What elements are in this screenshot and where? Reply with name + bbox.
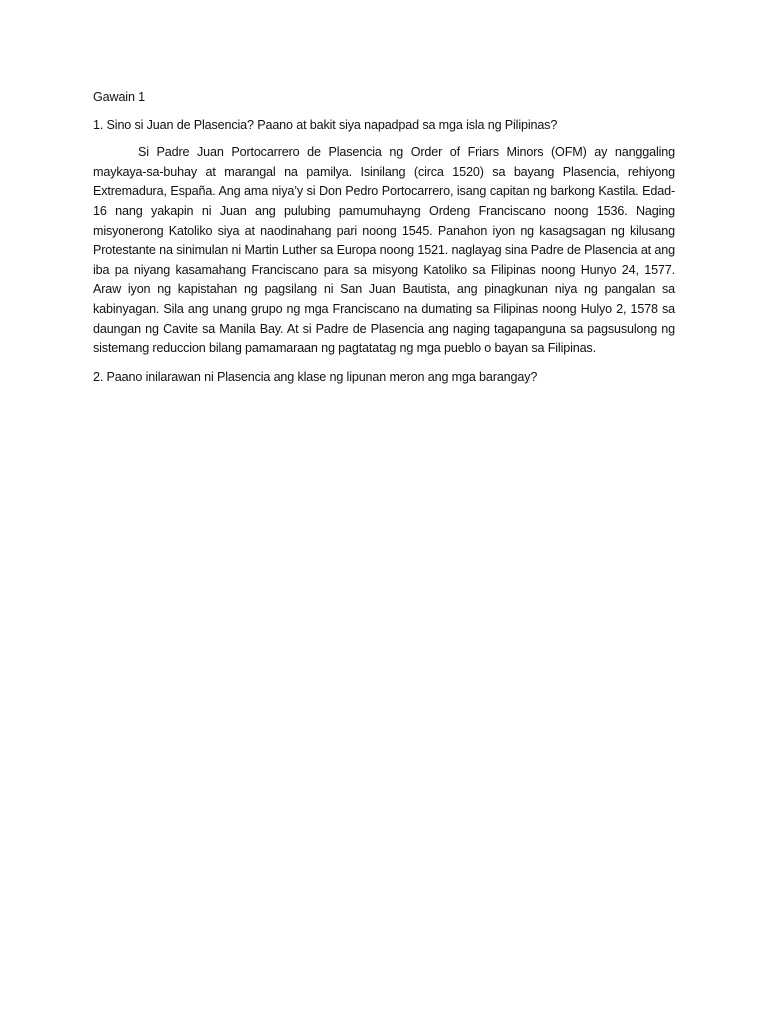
question-2: 2. Paano inilarawan ni Plasencia ang klase ng lipunan meron ang mga barangay?	[93, 369, 538, 384]
document-heading: Gawain 1	[93, 90, 146, 104]
document-body	[93, 88, 675, 395]
question-1: 1. Sino si Juan de Plasencia? Paano at bakit siya napadpad sa mga isla ng Pilipinas?	[93, 117, 558, 132]
answer-1-paragraph: Si Padre Juan Portocarrero de Plasencia ng Order of Friars Minors (OFM) ay nanggaling maykaya-sa-buhay at marangal na pamilya. Isinilang (circa 1520) sa bayang Plasencia, rehiyong Extremadura, España. Ang ama niya’y si Don Pedro Portocarrero, isang capitan ng barkong Kastila. Edad-16 nang yakapin ni Juan ang pulubing pamumuhayng Ordeng Franciscano noong 1536. Naging misyonerong Katoliko siya at naodinahang pari noong 1545. Panahon iyon ng kasagsagan ng kilusang Protestante na sinimulan ni Martin Luther sa Europa noong 1521. naglayag sina Padre de Plasencia at ang iba pa niyang kasamahang Franciscano para sa misyong Katoliko sa Filipinas noong Hunyo 24, 1577. Araw iyon ng kapistahan ng pagsilang ni San Juan Bautista, ang pinagkunan niya ng pangalan sa kabinyagan. Sila ang unang grupo ng mga Franciscano na dumating sa Filipinas noong Hulyo 2, 1578 sa daungan ng Cavite sa Manila Bay. At si Padre de Plasencia ang naging tagapanguna sa pagsusulong ng sistemang reduccion bilang pamamaraan ng pagtatatag ng mga pueblo o bayan sa Filipinas.	[93, 145, 675, 356]
